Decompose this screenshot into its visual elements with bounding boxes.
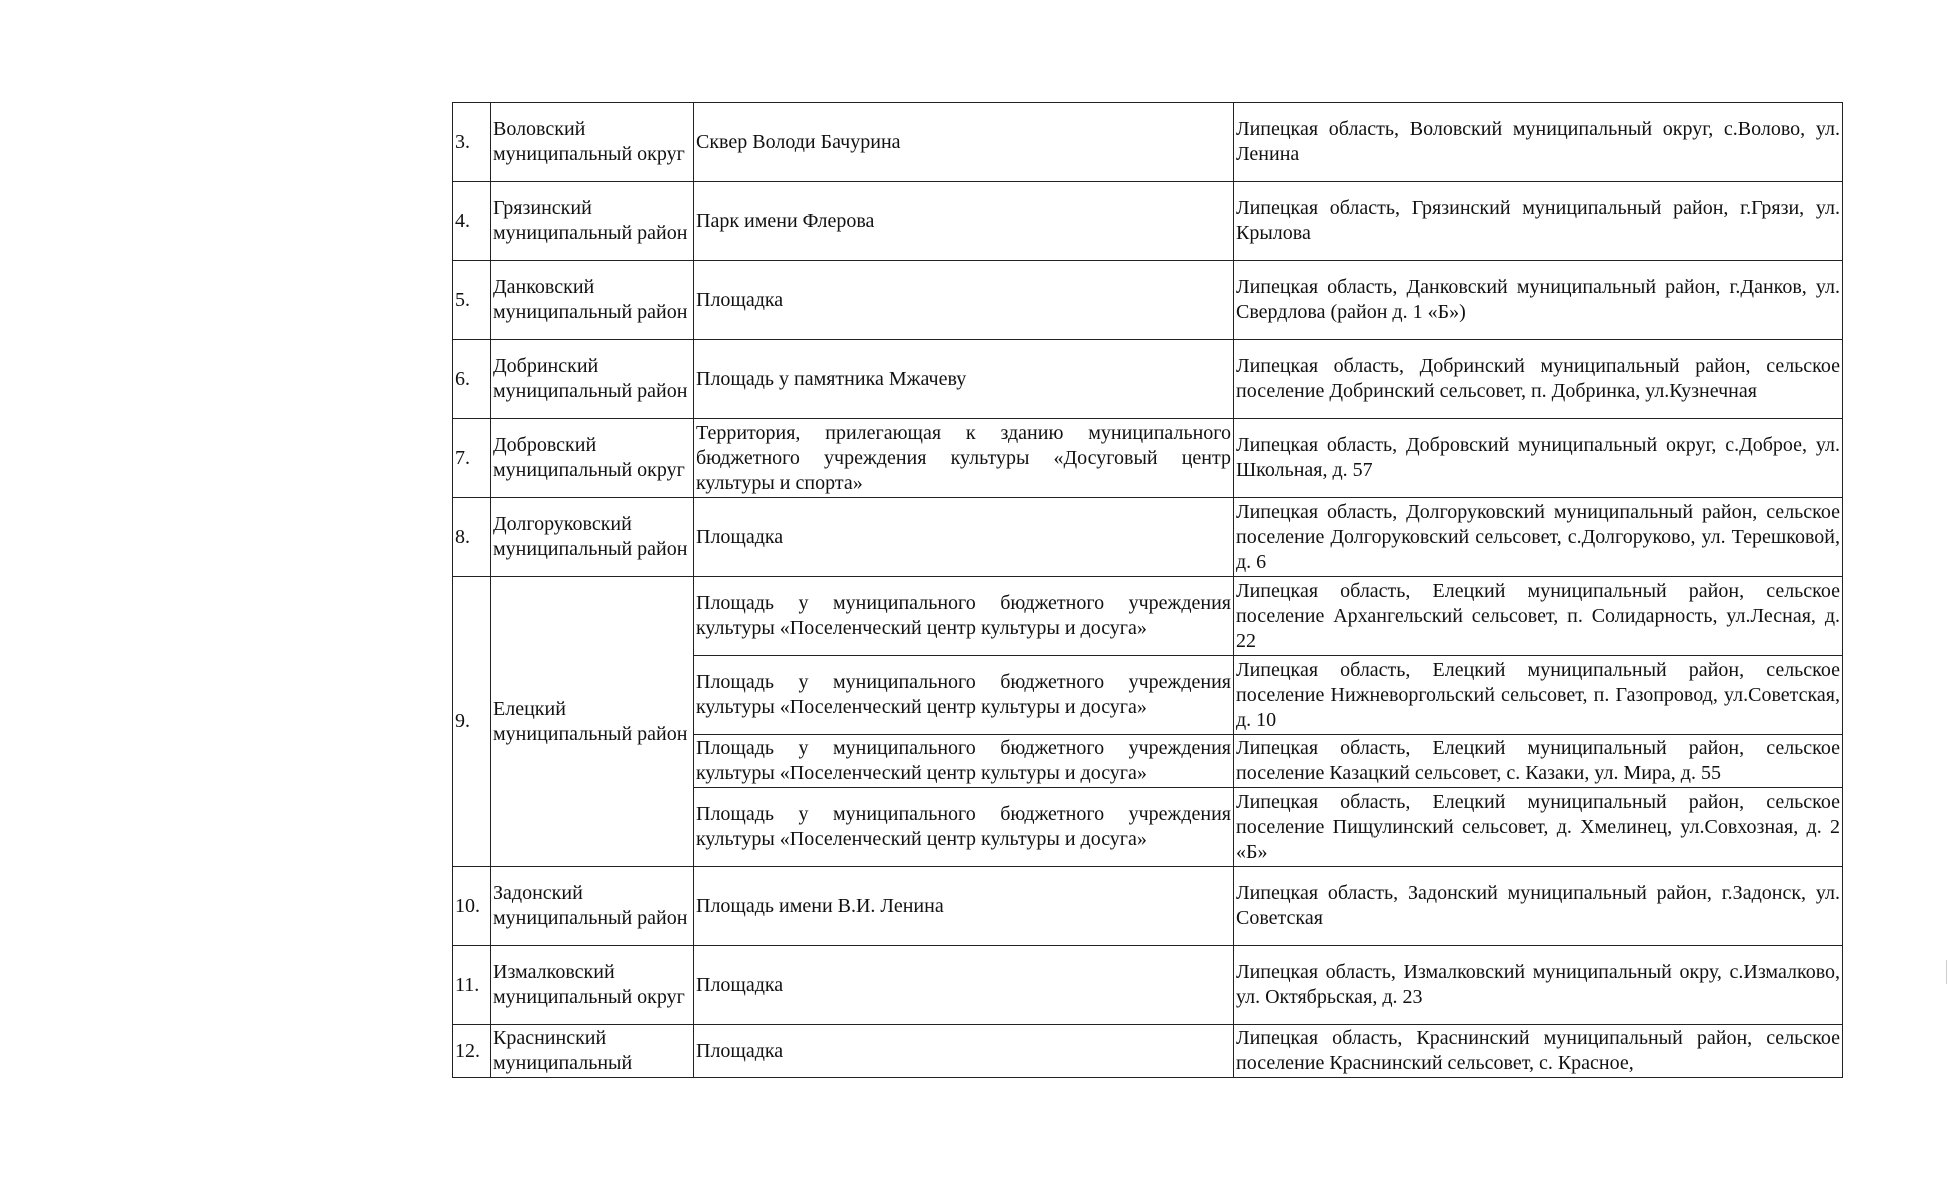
table-row: [453, 182, 1843, 261]
district-name: Данковский муниципальный район: [491, 261, 694, 340]
place-name: Площадь у муниципального бюджетного учреждения культуры «Поселенческий центр культуры и досуга»: [694, 735, 1234, 788]
place-name: Сквер Володи Бачурина: [694, 103, 1234, 182]
row-number: 6.: [453, 340, 491, 419]
place-name: Площадь у муниципального бюджетного учреждения культуры «Поселенческий центр культуры и досуга»: [694, 656, 1234, 735]
row-number: 3.: [453, 103, 491, 182]
table-row: [453, 577, 1843, 656]
place-address: Липецкая область, Грязинский муниципальный район, г.Грязи, ул. Крылова: [1234, 182, 1843, 261]
place-address: Липецкая область, Добринский муниципальный район, сельское поселение Добринский сельсовет, п. Добринка, ул.Кузнечная: [1234, 340, 1843, 419]
place-name: Площадь имени В.И. Ленина: [694, 867, 1234, 946]
place-name: Территория, прилегающая к зданию муниципального бюджетного учреждения культуры «Досуговый центр культуры и спорта»: [694, 419, 1234, 498]
place-name: Площадка: [694, 261, 1234, 340]
district-name: Грязинский муниципальный район: [491, 182, 694, 261]
table-row: [453, 419, 1843, 498]
row-number: 12.: [453, 1025, 491, 1078]
table-row: [453, 103, 1843, 182]
district-name: Долгоруковский муниципальный район: [491, 498, 694, 577]
row-number: 8.: [453, 498, 491, 577]
row-number: 5.: [453, 261, 491, 340]
place-address: Липецкая область, Елецкий муниципальный район, сельское поселение Пищулинский сельсовет, д. Хмелинец, ул.Совхозная, д. 2 «Б»: [1234, 788, 1843, 867]
district-name: Добровский муниципальный округ: [491, 419, 694, 498]
place-name: Парк имени Флерова: [694, 182, 1234, 261]
place-address: Липецкая область, Елецкий муниципальный район, сельское поселение Нижневоргольский сельсовет, п. Газопровод, ул.Советская, д. 10: [1234, 656, 1843, 735]
place-address: Липецкая область, Елецкий муниципальный район, сельское поселение Казацкий сельсовет, с. Казаки, ул. Мира, д. 55: [1234, 735, 1843, 788]
place-address: Липецкая область, Добровский муниципальный округ, с.Доброе, ул. Школьная, д. 57: [1234, 419, 1843, 498]
table-row: [453, 1025, 1843, 1078]
locations-table: [452, 102, 1843, 1078]
place-address: Липецкая область, Данковский муниципальный район, г.Данков, ул. Свердлова (район д. 1 «Б»): [1234, 261, 1843, 340]
row-number: 4.: [453, 182, 491, 261]
district-name: Задонский муниципальный район: [491, 867, 694, 946]
district-name: [491, 1025, 694, 1078]
row-number: 11.: [453, 946, 491, 1025]
district-name: Воловский муниципальный округ: [491, 103, 694, 182]
table-row: [453, 498, 1843, 577]
scan-edge-mark: [1946, 960, 1947, 984]
place-address: Липецкая область, Задонский муниципальный район, г.Задонск, ул. Советская: [1234, 867, 1843, 946]
row-number: 9.: [453, 577, 491, 867]
place-name: Площадка: [694, 1025, 1234, 1078]
place-address: Липецкая область, Измалковский муниципальный окру, с.Измалково, ул. Октябрьская, д. 23: [1234, 946, 1843, 1025]
table-row: [453, 867, 1843, 946]
place-name: Площадка: [694, 946, 1234, 1025]
place-name: Площадь у памятника Мжачеву: [694, 340, 1234, 419]
place-name: Площадка: [694, 498, 1234, 577]
district-name: Елецкий муниципальный район: [491, 577, 694, 867]
place-address: Липецкая область, Воловский муниципальный округ, с.Волово, ул. Ленина: [1234, 103, 1843, 182]
district-name: Добринский муниципальный район: [491, 340, 694, 419]
table-row: [453, 340, 1843, 419]
district-name: Измалковский муниципальный округ: [491, 946, 694, 1025]
place-address-text: Липецкая область, Краснинский муниципальный район, сельское поселение Краснинский сельсовет, с. Красное,: [1236, 1027, 1840, 1074]
table-row: [453, 261, 1843, 340]
place-address: [1234, 1025, 1843, 1078]
place-address: Липецкая область, Елецкий муниципальный район, сельское поселение Архангельский сельсовет, п. Солидарность, ул.Лесная, д. 22: [1234, 577, 1843, 656]
place-name: Площадь у муниципального бюджетного учреждения культуры «Поселенческий центр культуры и досуга»: [694, 577, 1234, 656]
place-name: Площадь у муниципального бюджетного учреждения культуры «Поселенческий центр культуры и досуга»: [694, 788, 1234, 867]
row-number: 7.: [453, 419, 491, 498]
district-name-text: Краснинский муниципальный: [493, 1027, 633, 1074]
table-row: [453, 946, 1843, 1025]
place-address: Липецкая область, Долгоруковский муниципальный район, сельское поселение Долгоруковский сельсовет, с.Долгоруково, ул. Терешковой, д. 6: [1234, 498, 1843, 577]
row-number: 10.: [453, 867, 491, 946]
